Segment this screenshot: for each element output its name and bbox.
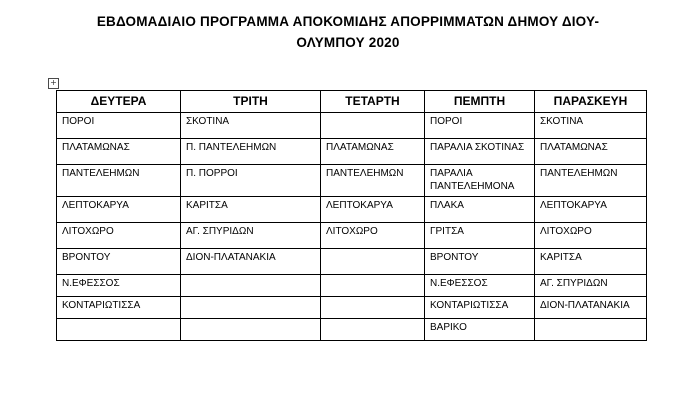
table-row [57,197,647,223]
table-row [57,223,647,249]
table-cell: ΚΟΝΤΑΡΙΩΤΙΣΣΑ [57,297,181,319]
table-cell [57,319,181,341]
table-cell [321,297,425,319]
table-cell: Π. ΠΟΡΡΟΙ [181,165,321,197]
table-row [57,275,647,297]
table-cell: ΒΡΟΝΤΟΥ [57,249,181,275]
page-title-line-1: ΕΒΔΟΜΑΔΙΑΙΟ ΠΡΟΓΡΑΜΜΑ ΑΠΟΚΟΜΙΔΗΣ ΑΠΟΡΡΙΜΜΑΤΩΝ ΔΗΜΟΥ ΔΙΟΥ- [96,14,600,29]
table-cell [321,319,425,341]
table-cell [181,275,321,297]
table-cell: ΚΑΡΙΤΣΑ [535,249,647,275]
schedule-table-container [56,90,646,341]
table-cell: ΛΙΤΟΧΩΡΟ [57,223,181,249]
table-cell: Ν.ΕΦΕΣΣΟΣ [425,275,535,297]
table-move-handle-icon[interactable]: + [48,78,59,89]
page-title-line-2: ΟΛΥΜΠΟΥ 2020 [296,34,400,50]
table-cell: ΛΕΠΤΟΚΑΡΥΑ [57,197,181,223]
table-cell: ΒΡΟΝΤΟΥ [425,249,535,275]
column-header-monday: ΔΕΥΤΕΡΑ [57,91,181,113]
column-header-thursday: ΠΕΜΠΤΗ [425,91,535,113]
table-cell [535,319,647,341]
table-cell: ΑΓ. ΣΠΥΡΙΔΩΝ [181,223,321,249]
table-row [57,297,647,319]
table-cell: ΔΙΟΝ-ΠΛΑΤΑΝΑΚΙΑ [535,297,647,319]
table-cell [181,297,321,319]
table-cell: ΠΑΝΤΕΛΕΗΜΩΝ [57,165,181,197]
column-header-wednesday: ΤΕΤΑΡΤΗ [321,91,425,113]
column-header-tuesday: ΤΡΙΤΗ [181,91,321,113]
table-cell: ΚΟΝΤΑΡΙΩΤΙΣΣΑ [425,297,535,319]
table-cell: ΚΑΡΙΤΣΑ [181,197,321,223]
table-cell [321,275,425,297]
table-row [57,249,647,275]
table-cell: ΠΟΡΟΙ [425,113,535,139]
table-cell: Ν.ΕΦΕΣΣΟΣ [57,275,181,297]
table-cell: ΛΙΤΟΧΩΡΟ [535,223,647,249]
table-cell: ΣΚΟΤΙΝΑ [181,113,321,139]
table-header-row [57,91,647,113]
table-cell: ΠΑΡΑΛΙΑ ΣΚΟΤΙΝΑΣ [425,139,535,165]
table-cell: ΠΛΑΤΑΜΩΝΑΣ [57,139,181,165]
table-cell: Π. ΠΑΝΤΕΛΕΗΜΩΝ [181,139,321,165]
table-cell: ΣΚΟΤΙΝΑ [535,113,647,139]
table-cell: ΠΑΝΤΕΛΕΗΜΩΝ [535,165,647,197]
table-cell: ΛΙΤΟΧΩΡΟ [321,223,425,249]
table-cell: ΒΑΡΙΚΟ [425,319,535,341]
column-header-friday: ΠΑΡΑΣΚΕΥΗ [535,91,647,113]
table-cell: ΠΛΑΚΑ [425,197,535,223]
table-cell: ΠΑΝΤΕΛΕΗΜΩΝ [321,165,425,197]
table-row [57,165,647,197]
table-row [57,113,647,139]
table-cell: ΛΕΠΤΟΚΑΡΥΑ [321,197,425,223]
page-title [0,0,696,54]
table-cell: ΠΑΡΑΛΙΑ ΠΑΝΤΕΛΕΗΜΟΝΑ [425,165,535,197]
table-row [57,139,647,165]
table-cell [181,319,321,341]
table-cell: ΠΟΡΟΙ [57,113,181,139]
table-cell [321,249,425,275]
table-cell: ΠΛΑΤΑΜΩΝΑΣ [535,139,647,165]
table-cell: ΛΕΠΤΟΚΑΡΥΑ [535,197,647,223]
table-cell: ΠΛΑΤΑΜΩΝΑΣ [321,139,425,165]
table-cell: ΔΙΟΝ-ΠΛΑΤΑΝΑΚΙΑ [181,249,321,275]
weekly-schedule-table [56,90,647,341]
table-cell: ΑΓ. ΣΠΥΡΙΔΩΝ [535,275,647,297]
table-cell: ΓΡΙΤΣΑ [425,223,535,249]
table-row [57,319,647,341]
table-cell [321,113,425,139]
